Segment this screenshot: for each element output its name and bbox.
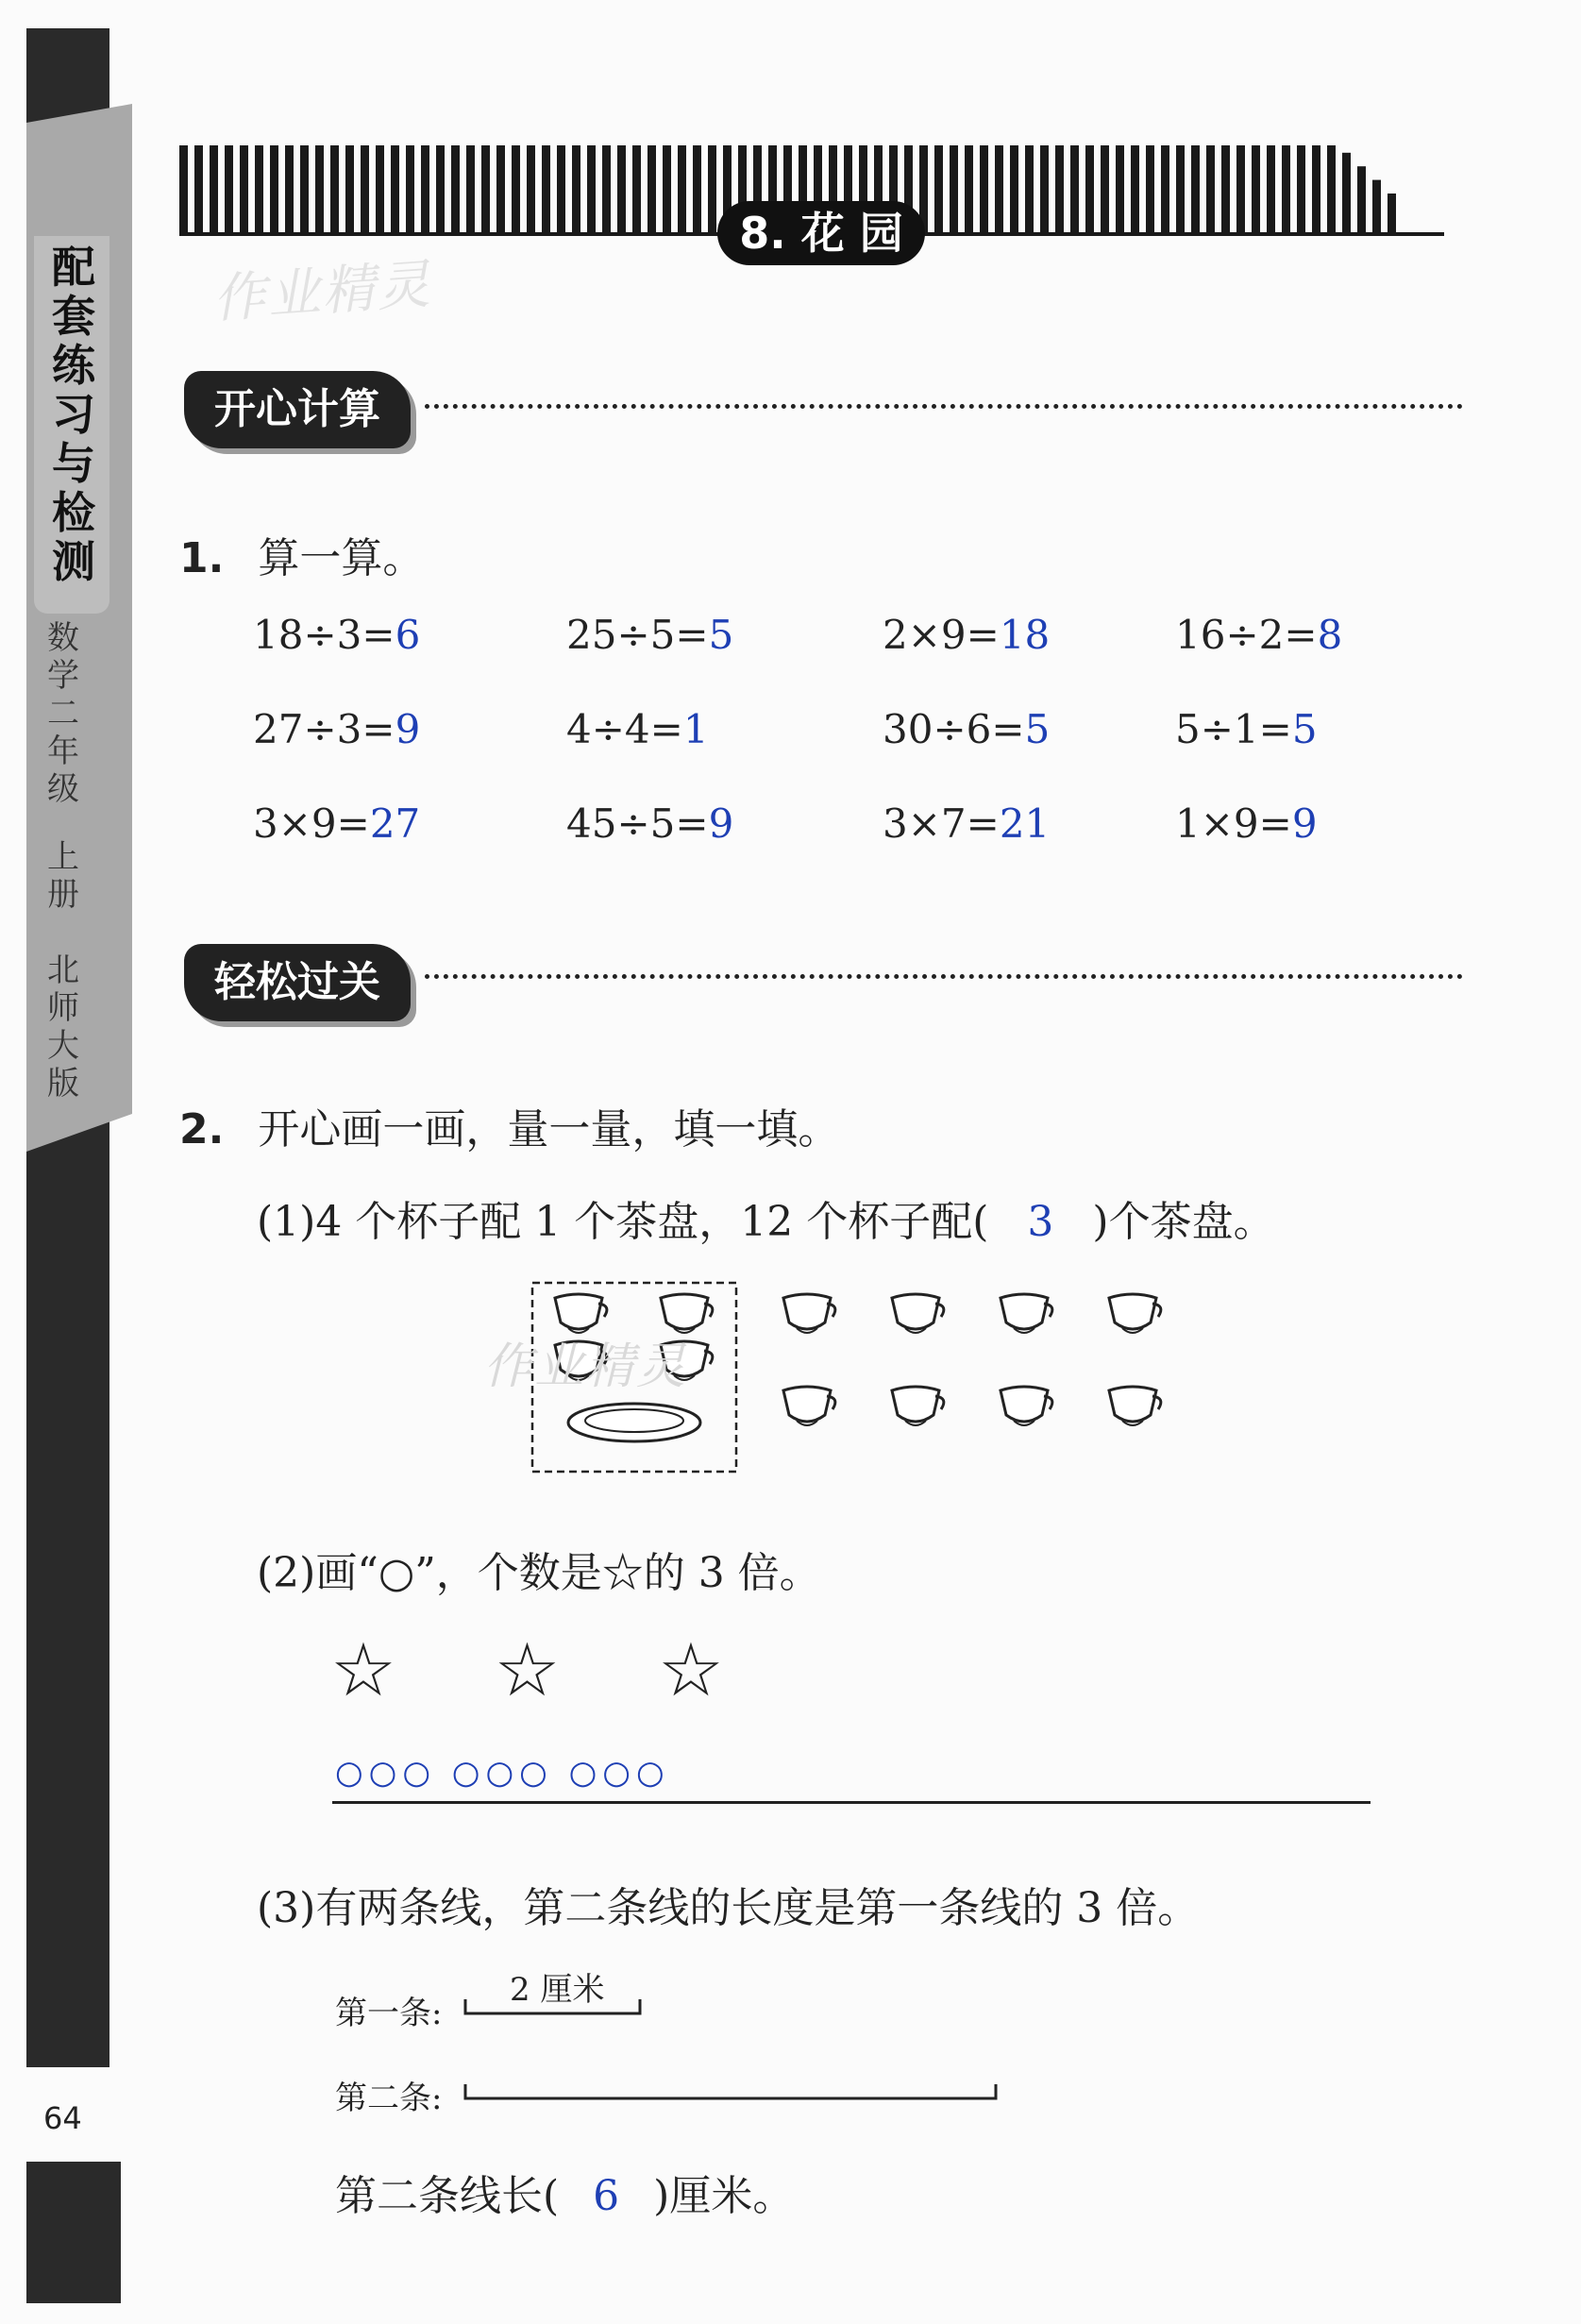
spine-title-char: 套 <box>52 291 95 342</box>
equation-answer: 8 <box>1317 612 1343 658</box>
stripe <box>1101 145 1109 236</box>
stripe <box>1312 145 1320 236</box>
stripe <box>950 145 958 236</box>
spine-subtitle-char: 版 <box>47 1065 79 1103</box>
stripe <box>194 145 203 236</box>
spine-title-char: 与 <box>52 438 95 489</box>
saucer-icon <box>568 1404 700 1441</box>
stripe <box>693 145 701 236</box>
stripe <box>481 145 490 236</box>
watermark-middle: 作业精灵 <box>483 1339 688 1395</box>
equation-answer: 5 <box>1024 706 1051 752</box>
stripe <box>1297 145 1305 236</box>
sub-question-2: (2)画“○”，个数是☆的 3 倍。 <box>257 1549 821 1597</box>
line-1-segment <box>463 1992 651 2020</box>
stripe <box>1206 145 1215 236</box>
equation-answer: 27 <box>369 800 421 847</box>
equation-expression: 2×9= <box>883 612 1000 658</box>
equation-answer: 5 <box>708 612 734 658</box>
sub-question-1 <box>257 1187 1275 1248</box>
equation <box>253 612 420 658</box>
spine-subtitle-char: 学 <box>47 657 79 695</box>
spine-subtitle-char: 年 <box>47 733 79 770</box>
stripe <box>315 145 324 236</box>
equation-expression: 45÷5= <box>566 800 709 847</box>
stripe <box>1055 145 1064 236</box>
stripe <box>1327 145 1336 236</box>
chapter-title: 8. 花 园 <box>717 201 925 265</box>
equation <box>1175 706 1318 752</box>
equation-expression: 16÷2= <box>1175 612 1318 658</box>
equation-answer: 9 <box>1291 800 1318 847</box>
stripe <box>1040 145 1049 236</box>
stripe <box>1236 145 1245 236</box>
stripe <box>512 145 520 236</box>
stripe <box>376 145 384 236</box>
stripe <box>1010 145 1018 236</box>
equation-expression: 25÷5= <box>566 612 709 658</box>
line-2-segment <box>463 2077 1010 2105</box>
stripe <box>632 145 641 236</box>
stripe <box>466 145 475 236</box>
question-text: 算一算。 <box>258 534 425 582</box>
stripe <box>345 145 354 236</box>
equation-answer: 18 <box>999 612 1051 658</box>
stripe <box>1191 145 1200 236</box>
stripe <box>617 145 626 236</box>
equation <box>566 800 733 847</box>
stripe <box>980 145 988 236</box>
stripe <box>1252 145 1260 236</box>
result-text: 第二条线长( <box>335 2172 560 2220</box>
stripe <box>436 145 445 236</box>
spine-series-title <box>34 236 109 614</box>
stripe <box>225 145 233 236</box>
sub-question-1-text: (1)4 个杯子配 1 个茶盘，12 个杯子配( <box>257 1198 989 1246</box>
equation <box>883 612 1050 658</box>
spine-title-char: 检 <box>52 487 95 538</box>
cup-icon <box>892 1294 944 1333</box>
equation <box>1175 612 1342 658</box>
stripe <box>1176 145 1185 236</box>
stripe <box>330 145 339 236</box>
spine-subtitle-char: 级 <box>47 770 79 808</box>
spine-subtitle-char: 师 <box>47 989 79 1027</box>
cup-icon <box>1001 1387 1052 1425</box>
stripe <box>1372 180 1381 236</box>
stripe <box>663 145 671 236</box>
stripe <box>210 145 218 236</box>
equation-expression: 4÷4= <box>566 706 683 752</box>
stripe <box>965 145 973 236</box>
equation-expression: 1×9= <box>1175 800 1292 847</box>
equation-expression: 30÷6= <box>883 706 1025 752</box>
stripe <box>934 145 943 236</box>
stripe <box>708 145 716 236</box>
page-number: 64 <box>43 2100 82 2136</box>
stripe <box>1282 145 1290 236</box>
stripe <box>995 145 1003 236</box>
question-1-title <box>179 524 424 584</box>
spine-title-char: 配 <box>52 242 95 293</box>
equation-answer: 6 <box>395 612 421 658</box>
sub-question-3: (3)有两条线，第二条线的长度是第一条线的 3 倍。 <box>257 1884 1200 1932</box>
stripe <box>1161 145 1169 236</box>
cup-icon <box>1109 1387 1161 1425</box>
stripe <box>421 145 429 236</box>
section-tag-happy-calc: 开心计算 <box>184 371 411 448</box>
answer-line-length: 6 <box>593 2172 620 2220</box>
stripe <box>1116 145 1124 236</box>
stars-row: ☆ ☆ ☆ <box>330 1628 741 1713</box>
equation-expression: 18÷3= <box>253 612 395 658</box>
stripe <box>179 145 188 236</box>
stripe <box>1085 145 1094 236</box>
spine-title-char: 测 <box>52 536 95 587</box>
stripe <box>572 145 580 236</box>
line-1-label: 第一条: <box>335 1995 443 2032</box>
drawing-baseline <box>332 1801 1371 1804</box>
equation-answer: 9 <box>708 800 734 847</box>
spine-subtitle-char: 大 <box>47 1027 79 1065</box>
stripe <box>240 145 248 236</box>
cup-icon <box>783 1387 835 1425</box>
stripe <box>270 145 278 236</box>
stripe <box>1070 145 1079 236</box>
stripe <box>527 145 535 236</box>
question-2-title <box>179 1095 839 1155</box>
cup-icon <box>783 1294 835 1333</box>
stripe <box>557 145 565 236</box>
book-spine <box>0 0 142 2320</box>
section-divider <box>425 974 1463 979</box>
equation <box>883 800 1050 847</box>
stripe <box>451 145 460 236</box>
stripe <box>300 145 309 236</box>
equation-expression: 27÷3= <box>253 706 395 752</box>
stripe <box>648 145 656 236</box>
equation <box>566 612 733 658</box>
cup-icon <box>1109 1294 1161 1333</box>
spine-subtitle-char: 北 <box>47 951 79 989</box>
stripe <box>1267 145 1275 236</box>
question-number: 1. <box>179 534 225 582</box>
stripe <box>406 145 414 236</box>
stripe <box>1388 194 1396 236</box>
equation <box>253 800 420 847</box>
stripe <box>542 145 550 236</box>
stripe <box>1357 166 1366 236</box>
section-divider <box>425 404 1463 409</box>
stripe <box>255 145 263 236</box>
stripe <box>1221 145 1230 236</box>
section-tag-easy-pass: 轻松过关 <box>184 944 411 1021</box>
spine-subtitle-char: 册 <box>47 876 79 914</box>
stripe <box>391 145 399 236</box>
stripe <box>1025 145 1034 236</box>
circles-answer: ○○○ ○○○ ○○○ <box>335 1754 670 1792</box>
stripe <box>602 145 611 236</box>
stripe <box>587 145 596 236</box>
spine-subtitle-char: 二 <box>47 695 79 733</box>
equation-expression: 5÷1= <box>1175 706 1292 752</box>
result-tail: )厘米。 <box>653 2172 795 2220</box>
line-1-length: 2 厘米 <box>510 1971 605 2009</box>
question-text: 开心画一画，量一量，填一填。 <box>258 1105 840 1154</box>
spine-subtitle-char: 上 <box>47 838 79 876</box>
equation <box>883 706 1050 752</box>
watermark-top: 作业精灵 <box>210 253 434 331</box>
equation <box>253 706 420 752</box>
spine-title-char: 习 <box>52 389 95 440</box>
spine-subtitle-char: 数 <box>47 619 79 657</box>
sub-question-1-tail: )个茶盘。 <box>1092 1198 1275 1246</box>
spine-title-char: 练 <box>52 340 95 391</box>
stripe <box>496 145 505 236</box>
answer-plates: 3 <box>1027 1198 1054 1246</box>
stripe <box>1131 145 1139 236</box>
stripe <box>285 145 294 236</box>
cup-icon <box>1001 1294 1052 1333</box>
equation-answer: 1 <box>682 706 709 752</box>
equation <box>1175 800 1318 847</box>
stripe <box>1342 153 1351 236</box>
equation-answer: 9 <box>395 706 421 752</box>
question-number: 2. <box>179 1105 225 1154</box>
line-2-label: 第二条: <box>335 2080 443 2117</box>
result-sentence <box>335 2162 794 2222</box>
equation-answer: 5 <box>1291 706 1318 752</box>
equation-answer: 21 <box>999 800 1051 847</box>
stripe <box>678 145 686 236</box>
cup-icon <box>892 1387 944 1425</box>
equation-expression: 3×7= <box>883 800 1000 847</box>
stripe <box>1146 145 1154 236</box>
stripe <box>361 145 369 236</box>
equation <box>566 706 709 752</box>
equation-expression: 3×9= <box>253 800 370 847</box>
